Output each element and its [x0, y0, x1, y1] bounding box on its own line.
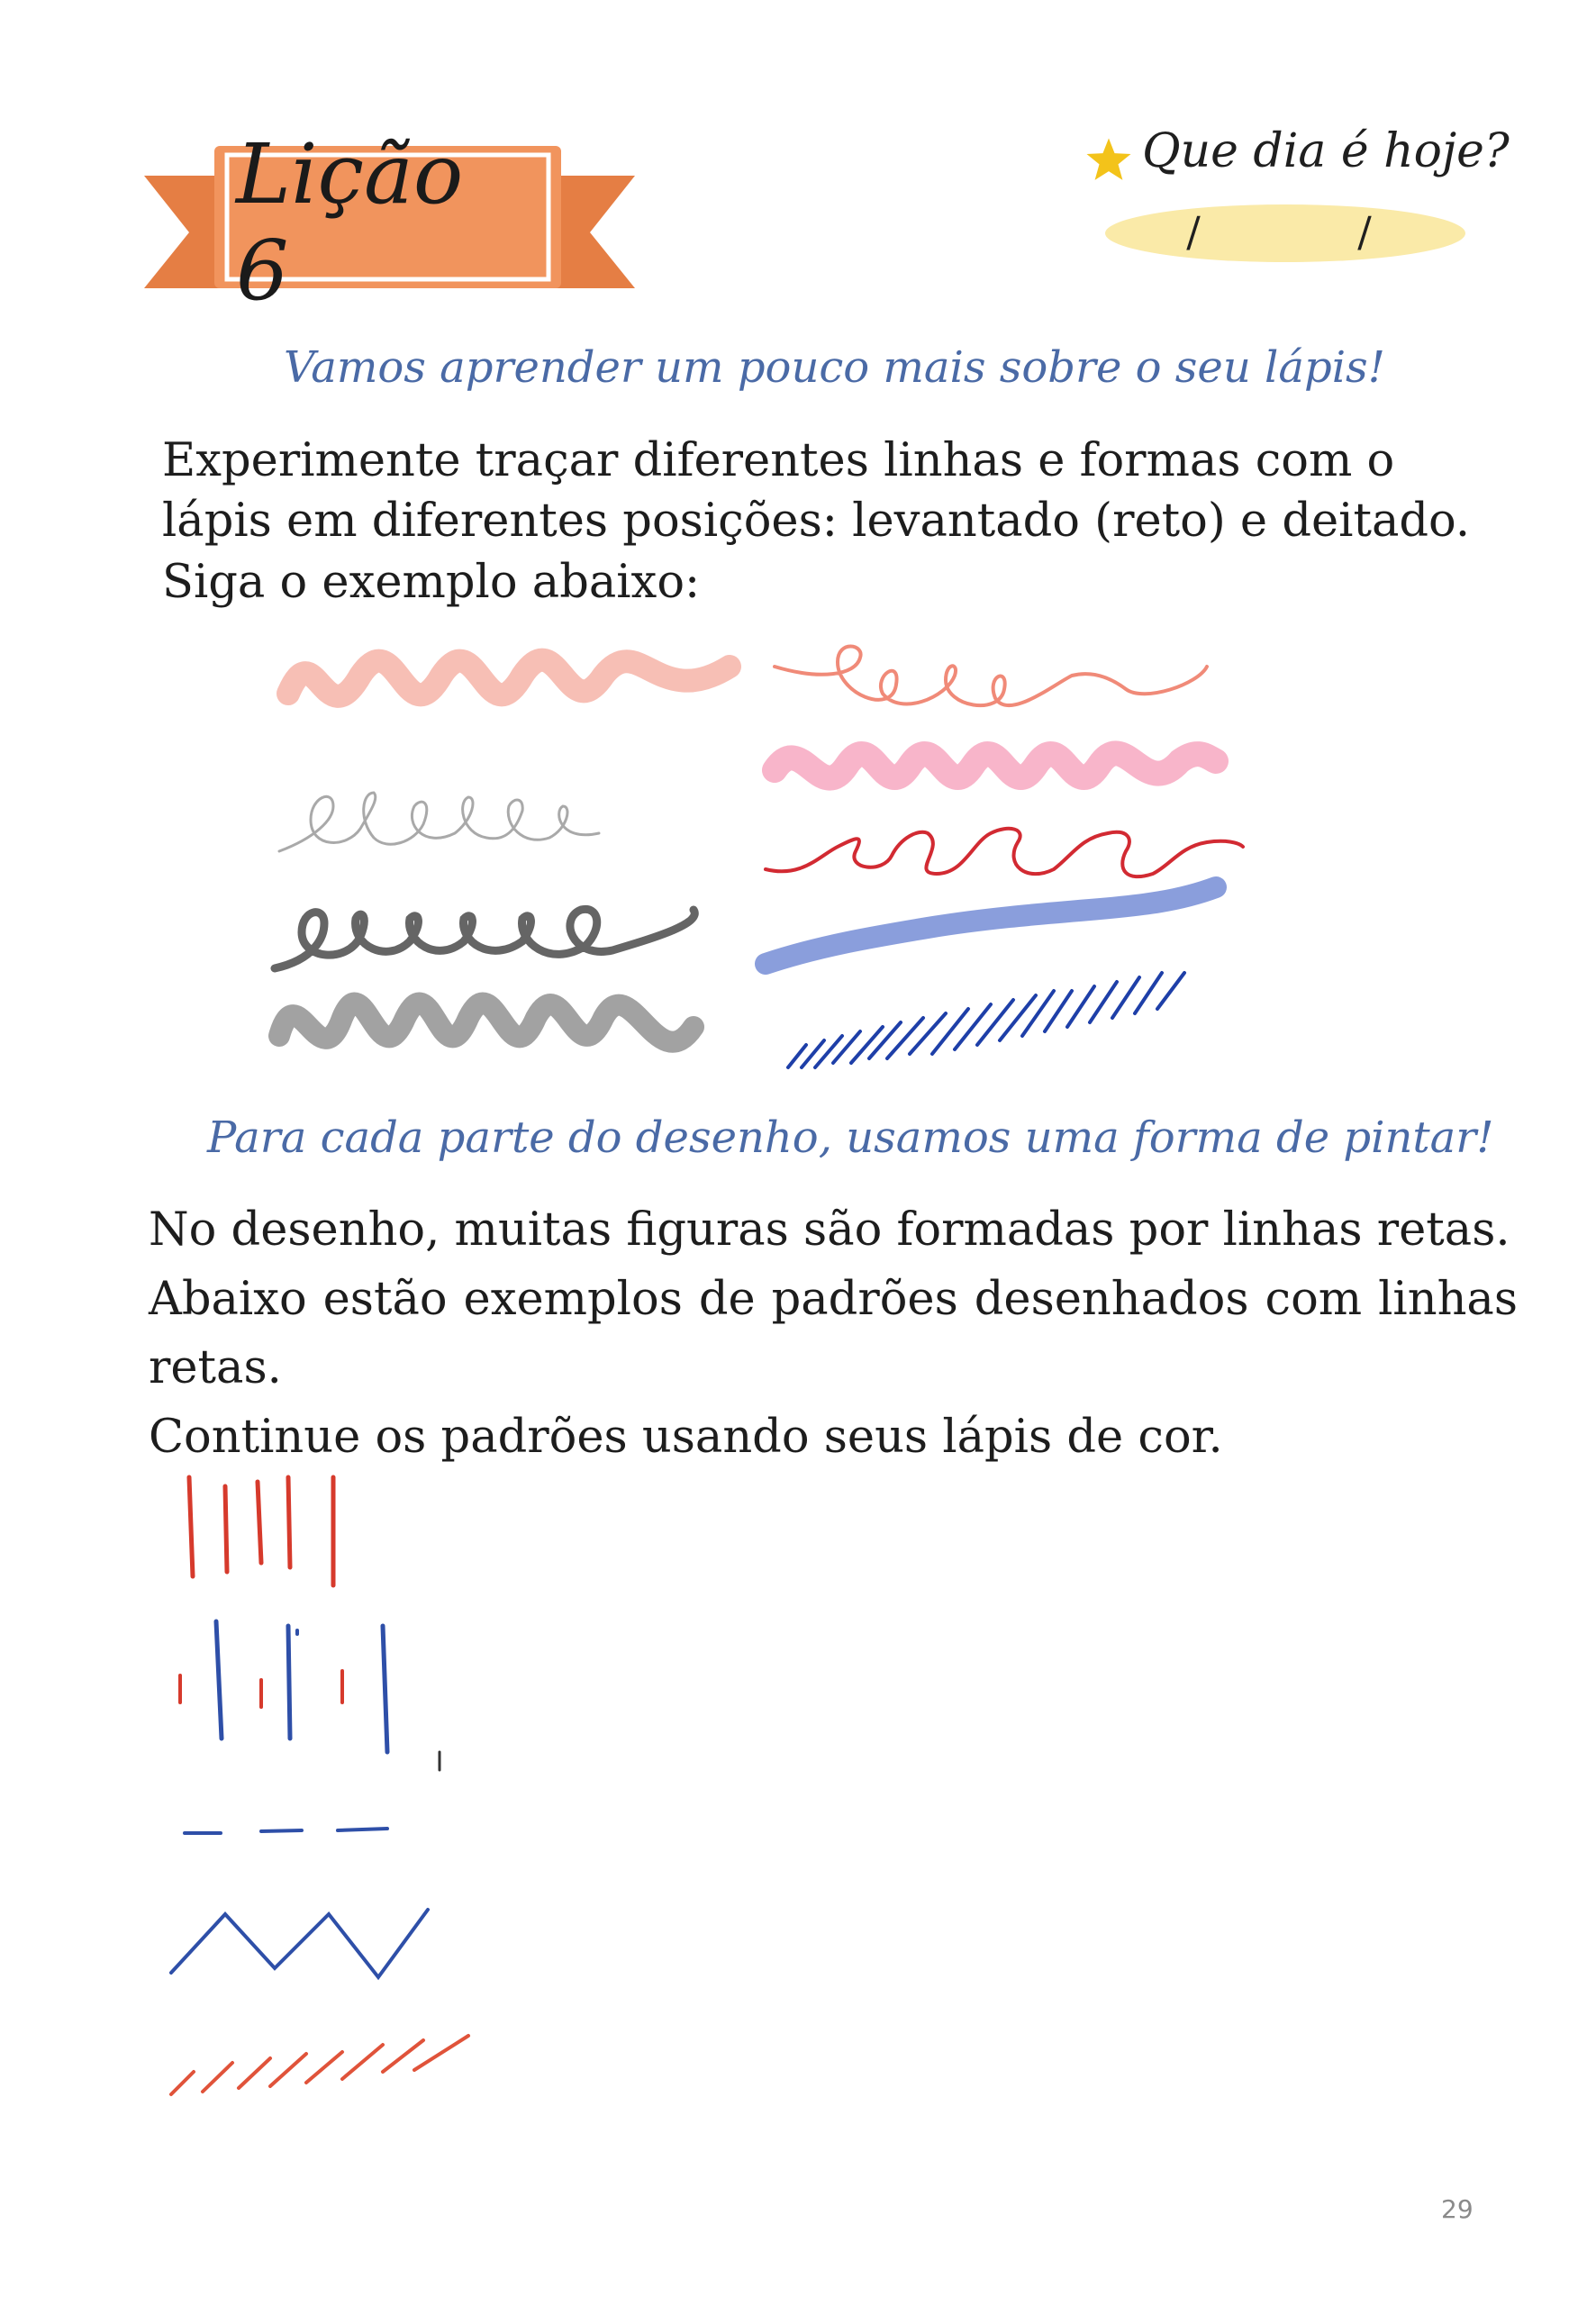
pencil-stroke-samples [261, 613, 1297, 1090]
date-question: Que dia é hoje? [1142, 124, 1510, 178]
thin-gray-loops [279, 793, 599, 851]
lesson-title: Lição 6 [236, 126, 464, 319]
pattern-blue-red-alternating [180, 1621, 440, 1770]
page-number: 29 [1441, 2194, 1474, 2224]
instructions-paragraph: Experimente traçar diferentes linhas e formas com o lápis em diferentes posições: levantado (reto) e deitado. Siga o exemplo abaixo: [162, 434, 1471, 609]
paragraph-line-2: Abaixo estão exemplos de padrões desenhados com linhas retas. [149, 1272, 1518, 1394]
blue-hatch-lines [788, 973, 1184, 1067]
date-slashes: / / [1186, 207, 1444, 256]
pattern-blue-dashes [185, 1829, 387, 1833]
subtitle-painting: Para cada parte do desenho, usamos uma forma de pintar! [207, 1112, 1494, 1163]
paragraph-line-3: Continue os padrões usando seus lápis de cor. [149, 1410, 1223, 1464]
pattern-blue-zigzag [171, 1910, 428, 1977]
pattern-red-vertical [189, 1477, 333, 1585]
blue-wide-scribble [766, 887, 1216, 964]
dark-gray-loops [275, 909, 694, 968]
subtitle-pencil: Vamos aprender um pouco mais sobre o seu lápis! [284, 342, 1385, 393]
line-patterns [153, 1450, 531, 2117]
wide-orange-squiggle [288, 660, 730, 696]
paragraph-line-1: No desenho, muitas figuras são formadas por linhas retas. [149, 1203, 1510, 1257]
star-icon [1084, 135, 1134, 186]
orange-line-loops [775, 647, 1207, 706]
red-curved-lines [766, 829, 1243, 876]
straight-lines-paragraph [149, 1196, 1518, 1472]
pattern-red-diagonal [171, 2036, 468, 2094]
wide-gray-squiggle [279, 1003, 694, 1042]
pink-wide-squiggle [775, 753, 1216, 777]
